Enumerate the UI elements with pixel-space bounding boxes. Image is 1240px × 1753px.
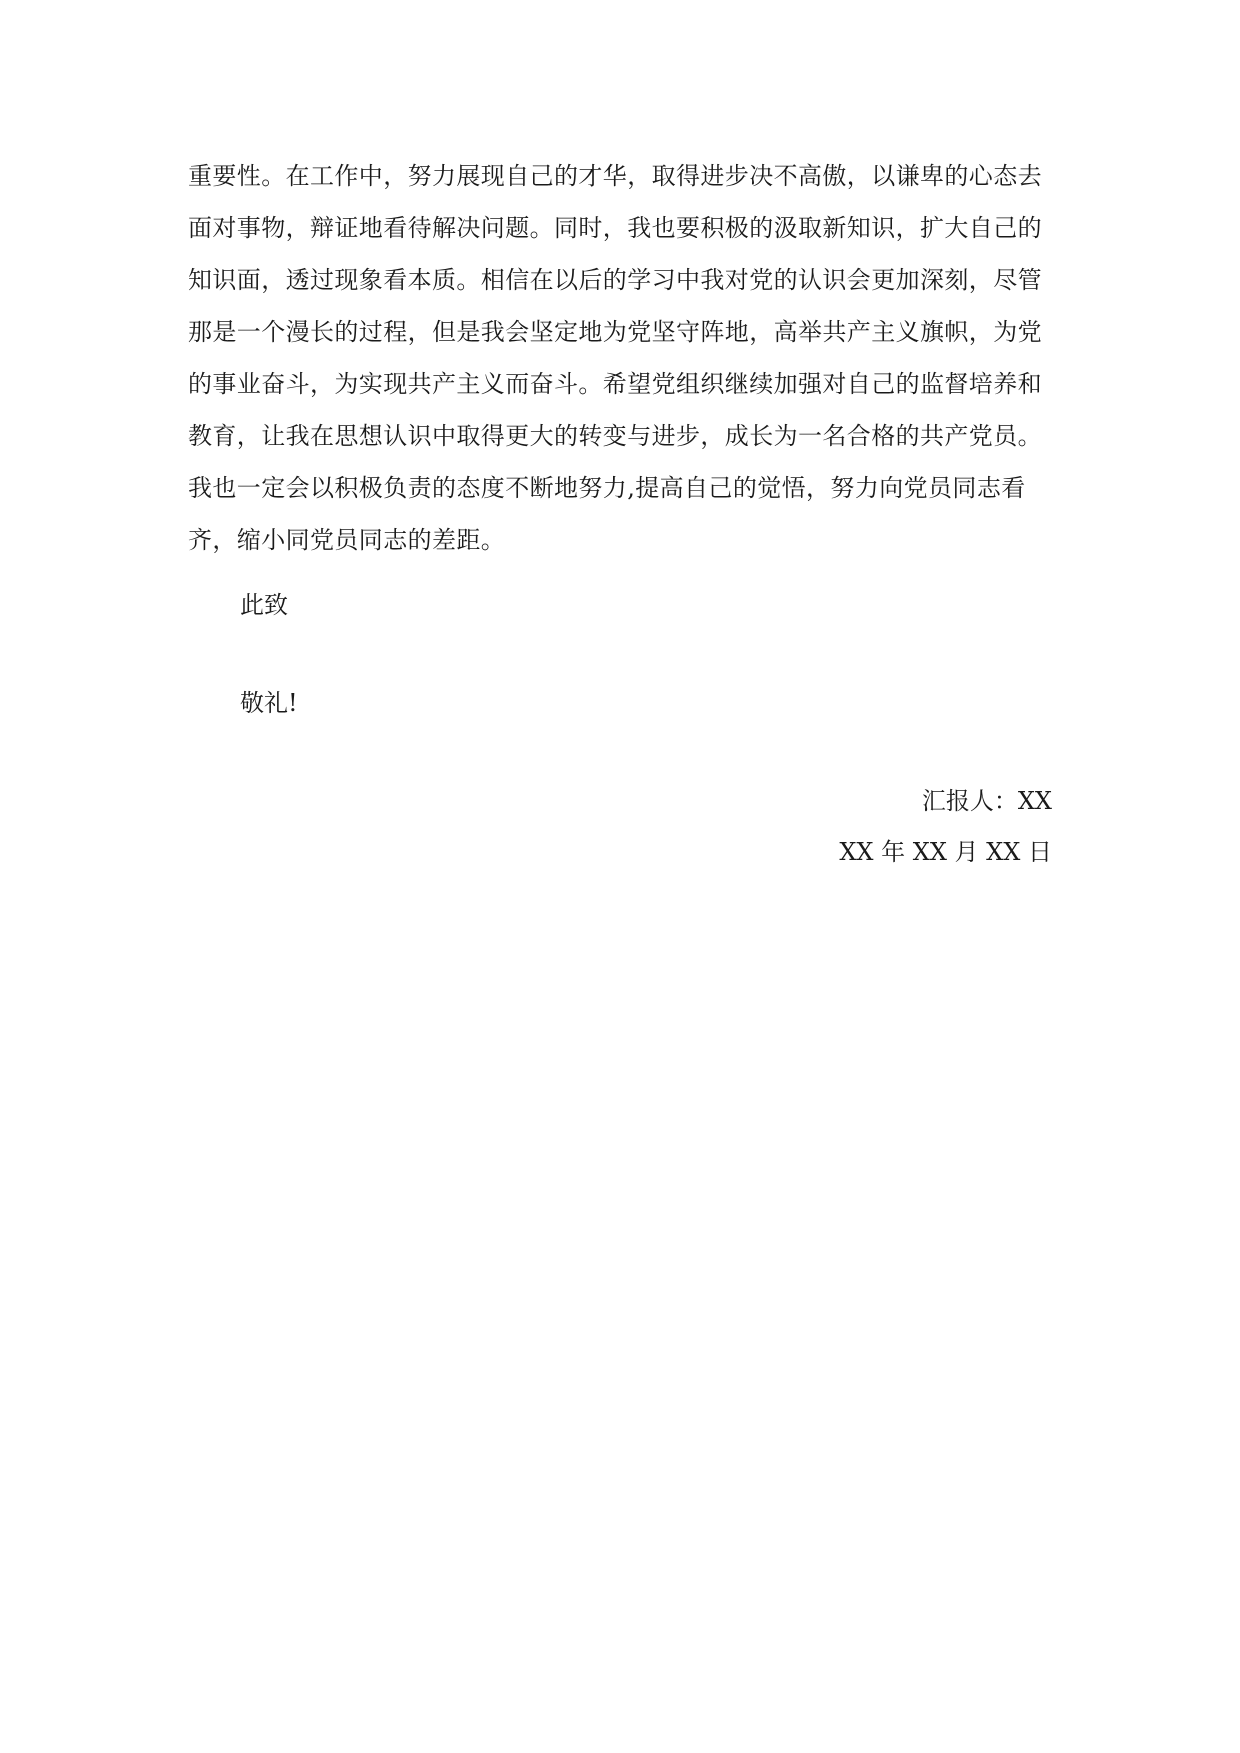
closing-regards: 敬礼!	[240, 689, 298, 717]
closing-salutation: 此致	[240, 591, 288, 619]
reporter-signature: 汇报人：XX	[921, 787, 1052, 815]
body-line: 知识面，透过现象看本质。相信在以后的学习中我对党的认识会更加深刻，尽管	[188, 266, 1042, 294]
body-line: 那是一个漫长的过程，但是我会坚定地为党坚守阵地，高举共产主义旗帜，为党	[188, 318, 1042, 346]
body-line: 的事业奋斗，为实现共产主义而奋斗。希望党组织继续加强对自己的监督培养和	[188, 370, 1042, 398]
body-paragraph	[188, 150, 1058, 566]
body-line: 齐，缩小同党员同志的差距。	[188, 526, 506, 554]
body-line: 我也一定会以积极负责的态度不断地努力,提高自己的觉悟，努力向党员同志看	[188, 474, 1026, 502]
body-line: 教育，让我在思想认识中取得更大的转变与进步，成长为一名合格的共产党员。	[188, 422, 1042, 450]
report-date: XX 年 XX 月 XX 日	[839, 838, 1052, 866]
body-line: 重要性。在工作中，努力展现自己的才华，取得进步决不高傲，以谦卑的心态去	[188, 162, 1042, 190]
body-line: 面对事物，辩证地看待解决问题。同时，我也要积极的汲取新知识，扩大自己的	[188, 214, 1042, 242]
